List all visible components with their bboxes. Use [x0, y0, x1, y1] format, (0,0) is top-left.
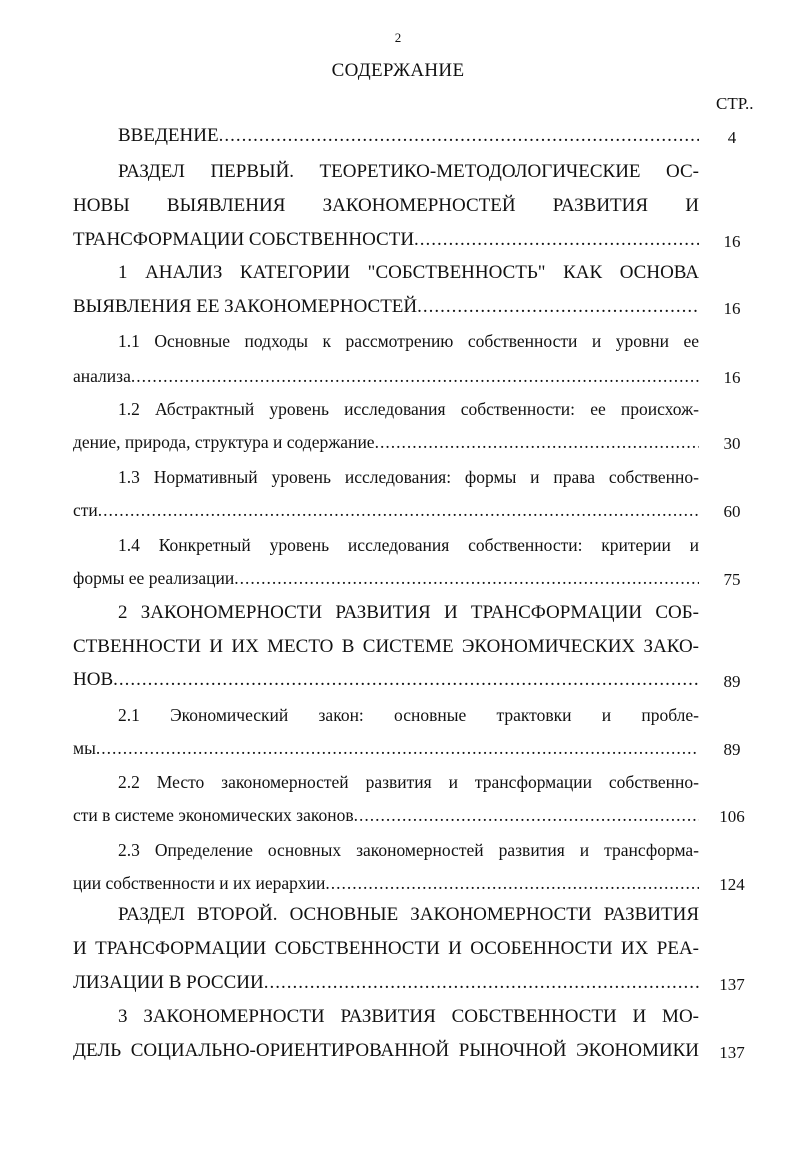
- page-number: 2: [394, 30, 402, 45]
- dot-leader: [417, 295, 699, 319]
- toc-entry-chapter-1-line[interactable]: 1 АНАЛИЗ КАТЕГОРИИ "СОБСТВЕННОСТЬ" КАК ОСНОВА: [118, 262, 699, 283]
- toc-entry-text: анализа: [73, 366, 131, 386]
- toc-page-number: 89: [723, 740, 741, 759]
- toc-page-number: 89: [723, 672, 741, 691]
- toc-entry-part-2-line[interactable]: [73, 971, 699, 995]
- toc-entry-chapter-2-line[interactable]: 2 ЗАКОНОМЕРНОСТИ РАЗВИТИЯ И ТРАНСФОРМАЦИИ СОБ-: [118, 602, 699, 623]
- toc-page-number: 16: [723, 299, 741, 318]
- toc-page-number: 30: [723, 434, 741, 453]
- toc-page-number: 137: [719, 1043, 745, 1062]
- toc-entry-text: ВВЕДЕНИЕ: [118, 125, 219, 146]
- toc-entry-text: ции собственности и их иерархии: [73, 873, 326, 893]
- toc-entry-chapter-1-line[interactable]: [73, 295, 699, 319]
- toc-entry-text: сти: [73, 500, 98, 520]
- toc-page-number: 75: [723, 570, 741, 589]
- toc-entry-section-2-3-line[interactable]: [73, 871, 699, 895]
- toc-entry-section-2-1-line[interactable]: 2.1 Экономический закон: основные трактовки и пробле-: [118, 705, 699, 725]
- toc-entry-part-2-line[interactable]: РАЗДЕЛ ВТОРОЙ. ОСНОВНЫЕ ЗАКОНОМЕРНОСТИ РАЗВИТИЯ: [118, 904, 699, 925]
- toc-entry-introduction[interactable]: [118, 124, 699, 148]
- toc-entry-section-1-3-line[interactable]: 1.3 Нормативный уровень исследования: формы и права собственно-: [118, 467, 699, 487]
- dot-leader: [113, 668, 699, 692]
- toc-entry-chapter-2-line[interactable]: [73, 668, 699, 692]
- toc-page-number: 16: [723, 232, 741, 251]
- toc-entry-part-1-line[interactable]: РАЗДЕЛ ПЕРВЫЙ. ТЕОРЕТИКО-МЕТОДОЛОГИЧЕСКИЕ ОС-: [118, 161, 699, 182]
- toc-entry-text: ТРАНСФОРМАЦИИ СОБСТВЕННОСТИ: [73, 229, 415, 250]
- toc-entry-section-2-1-line[interactable]: [73, 736, 699, 760]
- toc-entry-chapter-3-line[interactable]: 3 ЗАКОНОМЕРНОСТИ РАЗВИТИЯ СОБСТВЕННОСТИ И МО-: [118, 1006, 699, 1027]
- toc-entry-part-1-line[interactable]: [73, 228, 699, 252]
- dot-leader: [98, 498, 699, 522]
- toc-entry-text: дение, природа, структура и содержание: [73, 432, 375, 452]
- toc-entry-text: сти в системе экономических законов: [73, 805, 354, 825]
- toc-page-number: 124: [719, 875, 745, 894]
- toc-entry-section-2-3-line[interactable]: 2.3 Определение основных закономерностей развития и трансформа-: [118, 840, 699, 860]
- toc-entry-section-1-4-line[interactable]: 1.4 Конкретный уровень исследования собственности: критерии и: [118, 535, 699, 555]
- toc-entry-text: ЛИЗАЦИИ В РОССИИ: [73, 972, 264, 993]
- dot-leader: [131, 364, 699, 388]
- toc-entry-part-2-line[interactable]: И ТРАНСФОРМАЦИИ СОБСТВЕННОСТИ И ОСОБЕННОСТИ ИХ РЕА-: [73, 938, 699, 959]
- toc-entry-text: НОВ: [73, 669, 114, 690]
- toc-page-number: 137: [719, 975, 745, 994]
- dot-leader: [325, 871, 699, 895]
- toc-entry-section-1-2-line[interactable]: 1.2 Абстрактный уровень исследования собственности: ее происхож-: [118, 399, 699, 419]
- toc-page-number: 60: [723, 502, 741, 521]
- toc-page-number: 4: [727, 128, 737, 147]
- toc-entry-section-1-3-line[interactable]: [73, 498, 699, 522]
- dot-leader: [354, 803, 699, 827]
- toc-entry-part-1-line[interactable]: НОВЫ ВЫЯВЛЕНИЯ ЗАКОНОМЕРНОСТЕЙ РАЗВИТИЯ И: [73, 195, 699, 216]
- toc-entry-section-2-2-line[interactable]: 2.2 Место закономерностей развития и трансформации собственно-: [118, 772, 699, 792]
- dot-leader: [234, 566, 699, 590]
- dot-leader: [96, 736, 699, 760]
- page-title: СОДЕРЖАНИЕ: [331, 60, 465, 81]
- page-column-label: СТР..: [716, 94, 754, 113]
- dot-leader: [375, 430, 699, 454]
- toc-entry-text: формы ее реализации: [73, 568, 235, 588]
- toc-entry-chapter-3-line[interactable]: ДЕЛЬ СОЦИАЛЬНО-ОРИЕНТИРОВАННОЙ РЫНОЧНОЙ ЭКОНОМИКИ: [73, 1040, 699, 1061]
- dot-leader: [414, 228, 699, 252]
- toc-entry-section-2-2-line[interactable]: [73, 803, 699, 827]
- toc-page-number: 106: [719, 807, 745, 826]
- toc-entry-text: ВЫЯВЛЕНИЯ ЕЕ ЗАКОНОМЕРНОСТЕЙ: [73, 296, 418, 317]
- dot-leader: [264, 971, 699, 995]
- toc-entry-section-1-1-line[interactable]: [73, 364, 699, 388]
- toc-entry-section-1-2-line[interactable]: [73, 430, 699, 454]
- dot-leader: [219, 124, 699, 148]
- toc-entry-section-1-1-line[interactable]: 1.1 Основные подходы к рассмотрению собственности и уровни ее: [118, 331, 699, 351]
- toc-entry-text: мы: [73, 738, 96, 758]
- toc-entry-chapter-2-line[interactable]: СТВЕННОСТИ И ИХ МЕСТО В СИСТЕМЕ ЭКОНОМИЧЕСКИХ ЗАКО-: [73, 636, 699, 657]
- toc-entry-section-1-4-line[interactable]: [73, 566, 699, 590]
- toc-page-number: 16: [723, 368, 741, 387]
